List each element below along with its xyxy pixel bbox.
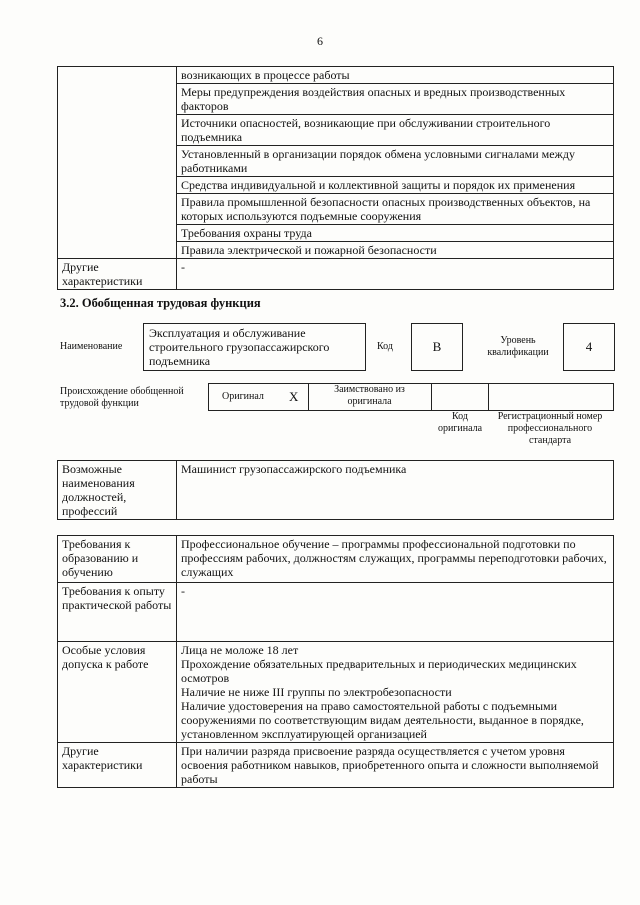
education-label: Требования к образованию и обучению bbox=[58, 536, 177, 583]
other-value: - bbox=[177, 259, 614, 290]
other-label: Другие характеристики bbox=[58, 259, 177, 290]
name-value: Эксплуатация и обслуживание строительного грузопассажирского подъемника bbox=[149, 326, 330, 368]
section-heading: 3.2. Обобщенная трудовая функция bbox=[60, 296, 261, 310]
borrowed-label: Заимствовано из оригинала bbox=[334, 384, 405, 407]
other-req-value: При наличии разряда присвоение разряда осуществляется с учетом уровня освоения работником навыков, приобретенного опыта и сложности выполняемой работы bbox=[177, 743, 614, 788]
positions-label: Возможные наименования должностей, профессий bbox=[58, 461, 177, 520]
knowledge-item: Источники опасностей, возникающие при обслуживании строительного подъемника bbox=[177, 115, 614, 146]
page-number: 6 bbox=[317, 34, 323, 48]
knowledge-item: Установленный в организации порядок обмена условными сигналами между работниками bbox=[177, 146, 614, 177]
name-label: Наименование bbox=[60, 341, 123, 352]
table-row bbox=[58, 461, 614, 520]
experience-value: - bbox=[177, 583, 614, 642]
empty-label-cell bbox=[58, 67, 177, 259]
code-original-label: Код оригинала bbox=[437, 411, 483, 434]
admission-label: Особые условия допуска к работе bbox=[58, 642, 177, 743]
reg-number-label: Регистрационный номер профессионального стандарта bbox=[497, 411, 603, 446]
admission-item: Наличие удостоверения на право самостоятельной работы с подъемными сооружениями по соответствующим видам деятельности, выданное в порядке, установленном эксплуатирующей организацией bbox=[181, 699, 584, 741]
level-value-box bbox=[563, 323, 615, 371]
table-row bbox=[58, 583, 614, 642]
code-value: B bbox=[432, 339, 442, 354]
experience-label: Требования к опыту практической работы bbox=[58, 583, 177, 642]
positions-table bbox=[57, 460, 614, 520]
knowledge-table bbox=[57, 66, 614, 290]
table-row bbox=[58, 259, 614, 290]
table-row bbox=[58, 536, 614, 583]
education-value: Профессиональное обучение – программы профессиональной подготовки по профессиям рабочих, должностям служащих, программы переподготовки рабочих, служащих bbox=[177, 536, 614, 583]
table-row bbox=[58, 642, 614, 743]
original-label: Оригинал bbox=[222, 391, 264, 402]
knowledge-item: возникающих в процессе работы bbox=[177, 67, 614, 84]
level-label: Уровень квалификации bbox=[487, 335, 549, 358]
knowledge-item: Правила электрической и пожарной безопасности bbox=[177, 242, 614, 259]
original-mark: X bbox=[289, 389, 299, 404]
origin-label: Происхождение обобщенной трудовой функции bbox=[60, 386, 184, 409]
admission-item: Наличие не ниже III группы по электробезопасности bbox=[181, 685, 452, 699]
knowledge-item: Меры предупреждения воздействия опасных и вредных производственных факторов bbox=[177, 84, 614, 115]
level-value: 4 bbox=[585, 339, 593, 354]
table-row bbox=[58, 67, 614, 84]
admission-values bbox=[177, 642, 614, 743]
knowledge-item: Правила промышленной безопасности опасных производственных объектов, на которых используются подъемные сооружения bbox=[177, 194, 614, 225]
positions-value: Машинист грузопассажирского подъемника bbox=[177, 461, 614, 520]
code-label: Код bbox=[377, 341, 393, 352]
name-value-box bbox=[143, 323, 366, 371]
other-req-label: Другие характеристики bbox=[58, 743, 177, 788]
knowledge-item: Требования охраны труда bbox=[177, 225, 614, 242]
table-row bbox=[58, 743, 614, 788]
admission-item: Лица не моложе 18 лет bbox=[181, 643, 299, 657]
knowledge-item: Средства индивидуальной и коллективной защиты и порядок их применения bbox=[177, 177, 614, 194]
code-value-box bbox=[411, 323, 463, 371]
admission-item: Прохождение обязательных предварительных и периодических медицинских осмотров bbox=[181, 657, 577, 685]
requirements-table bbox=[57, 535, 614, 788]
